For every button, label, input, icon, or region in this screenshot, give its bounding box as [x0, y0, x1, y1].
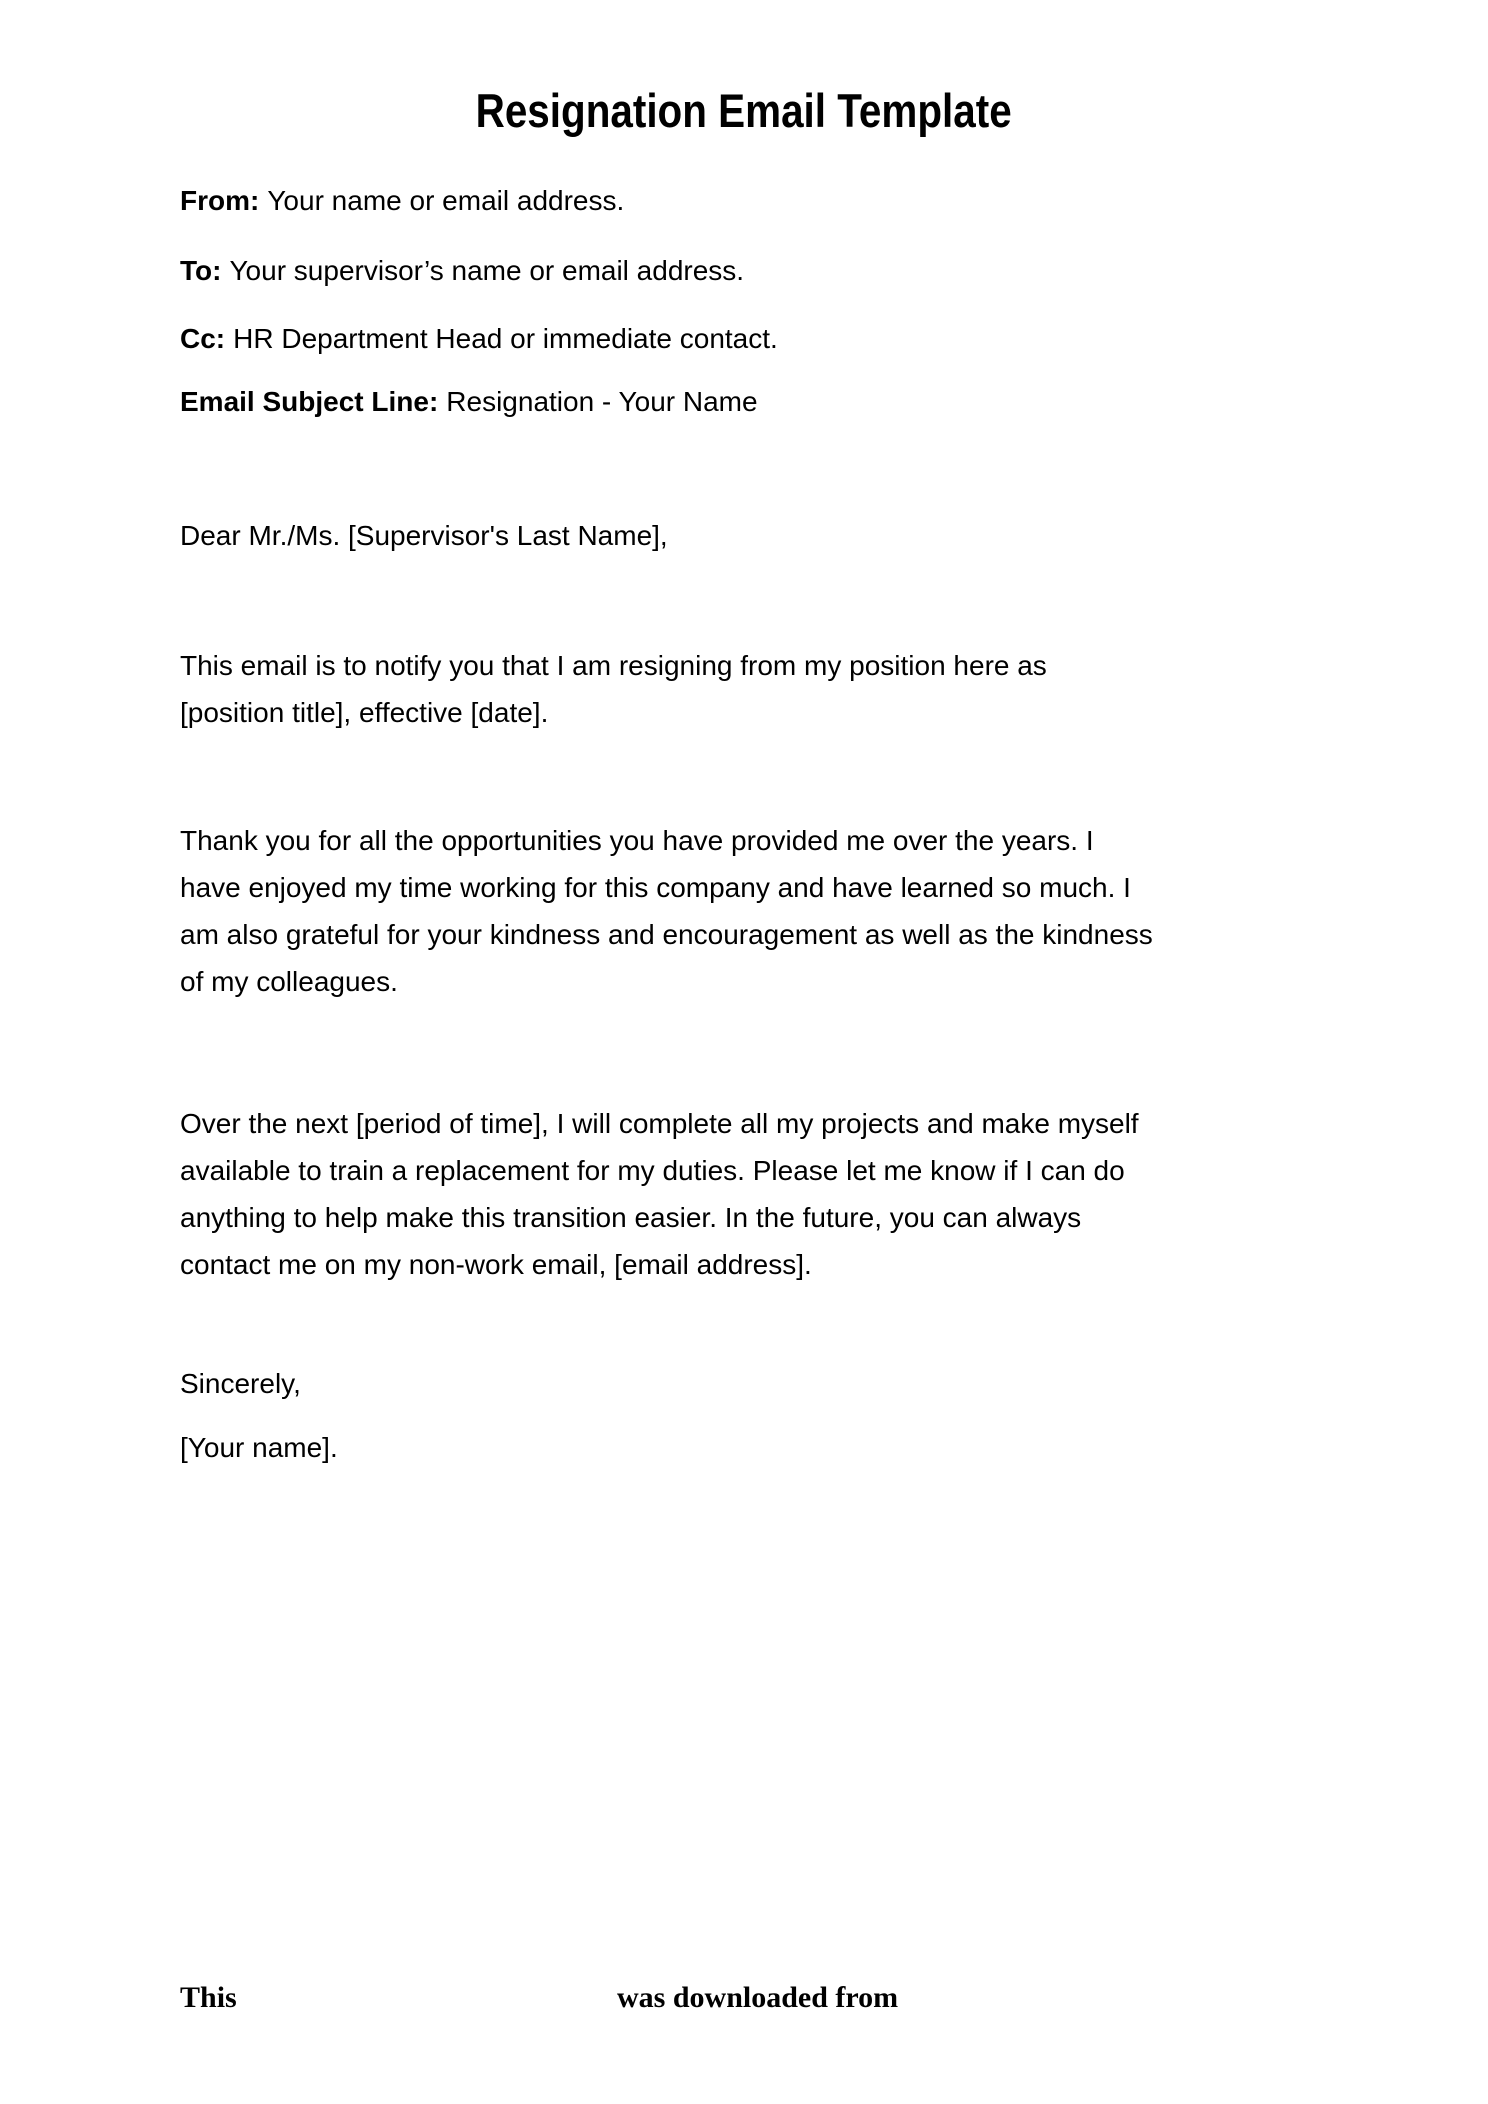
paragraph-line: anything to help make this transition easier. In the future, you can always — [180, 1202, 1082, 1233]
paragraph-line: [position title], effective [date]. — [180, 697, 549, 728]
signoff: Sincerely, — [180, 1368, 301, 1399]
field-from — [180, 177, 624, 224]
paragraph-line: have enjoyed my time working for this company and have learned so much. I — [180, 872, 1131, 903]
page-title-text: Resignation Email Template — [475, 84, 1013, 137]
field-subject-label: Email Subject Line: — [180, 386, 439, 417]
paragraph-line: This email is to notify you that I am resigning from my position here as — [180, 650, 1047, 681]
page-title — [0, 84, 1488, 138]
signature-name: [Your name]. — [180, 1432, 338, 1463]
salutation: Dear Mr./Ms. [Supervisor's Last Name], — [180, 520, 668, 551]
paragraph-line: of my colleagues. — [180, 966, 398, 997]
field-to — [180, 247, 744, 294]
footer-prefix-text: This — [180, 1981, 237, 2014]
field-to-value: Your supervisor’s name or email address. — [229, 255, 745, 286]
field-cc-value: HR Department Head or immediate contact. — [233, 323, 778, 354]
field-from-label: From: — [180, 185, 260, 216]
paragraph-transition — [180, 1100, 1139, 1288]
paragraph-thanks — [180, 817, 1153, 1005]
footer-downloaded-from-text: was downloaded from — [617, 1981, 899, 2014]
paragraph-line: Thank you for all the opportunities you have provided me over the years. I — [180, 825, 1094, 856]
paragraph-line: available to train a replacement for my duties. Please let me know if I can do — [180, 1155, 1125, 1186]
field-subject — [180, 378, 758, 425]
paragraph-line: contact me on my non-work email, [email address]. — [180, 1249, 812, 1280]
paragraph-line: am also grateful for your kindness and encouragement as well as the kindness — [180, 919, 1153, 950]
paragraph-line: Over the next [period of time], I will complete all my projects and make myself — [180, 1108, 1139, 1139]
field-to-label: To: — [180, 255, 222, 286]
field-cc-label: Cc: — [180, 323, 226, 354]
paragraph-notice — [180, 642, 1047, 736]
field-subject-value: Resignation - Your Name — [446, 386, 758, 417]
field-cc — [180, 315, 778, 362]
page-footer — [0, 1981, 1488, 2021]
field-from-value: Your name or email address. — [267, 185, 625, 216]
